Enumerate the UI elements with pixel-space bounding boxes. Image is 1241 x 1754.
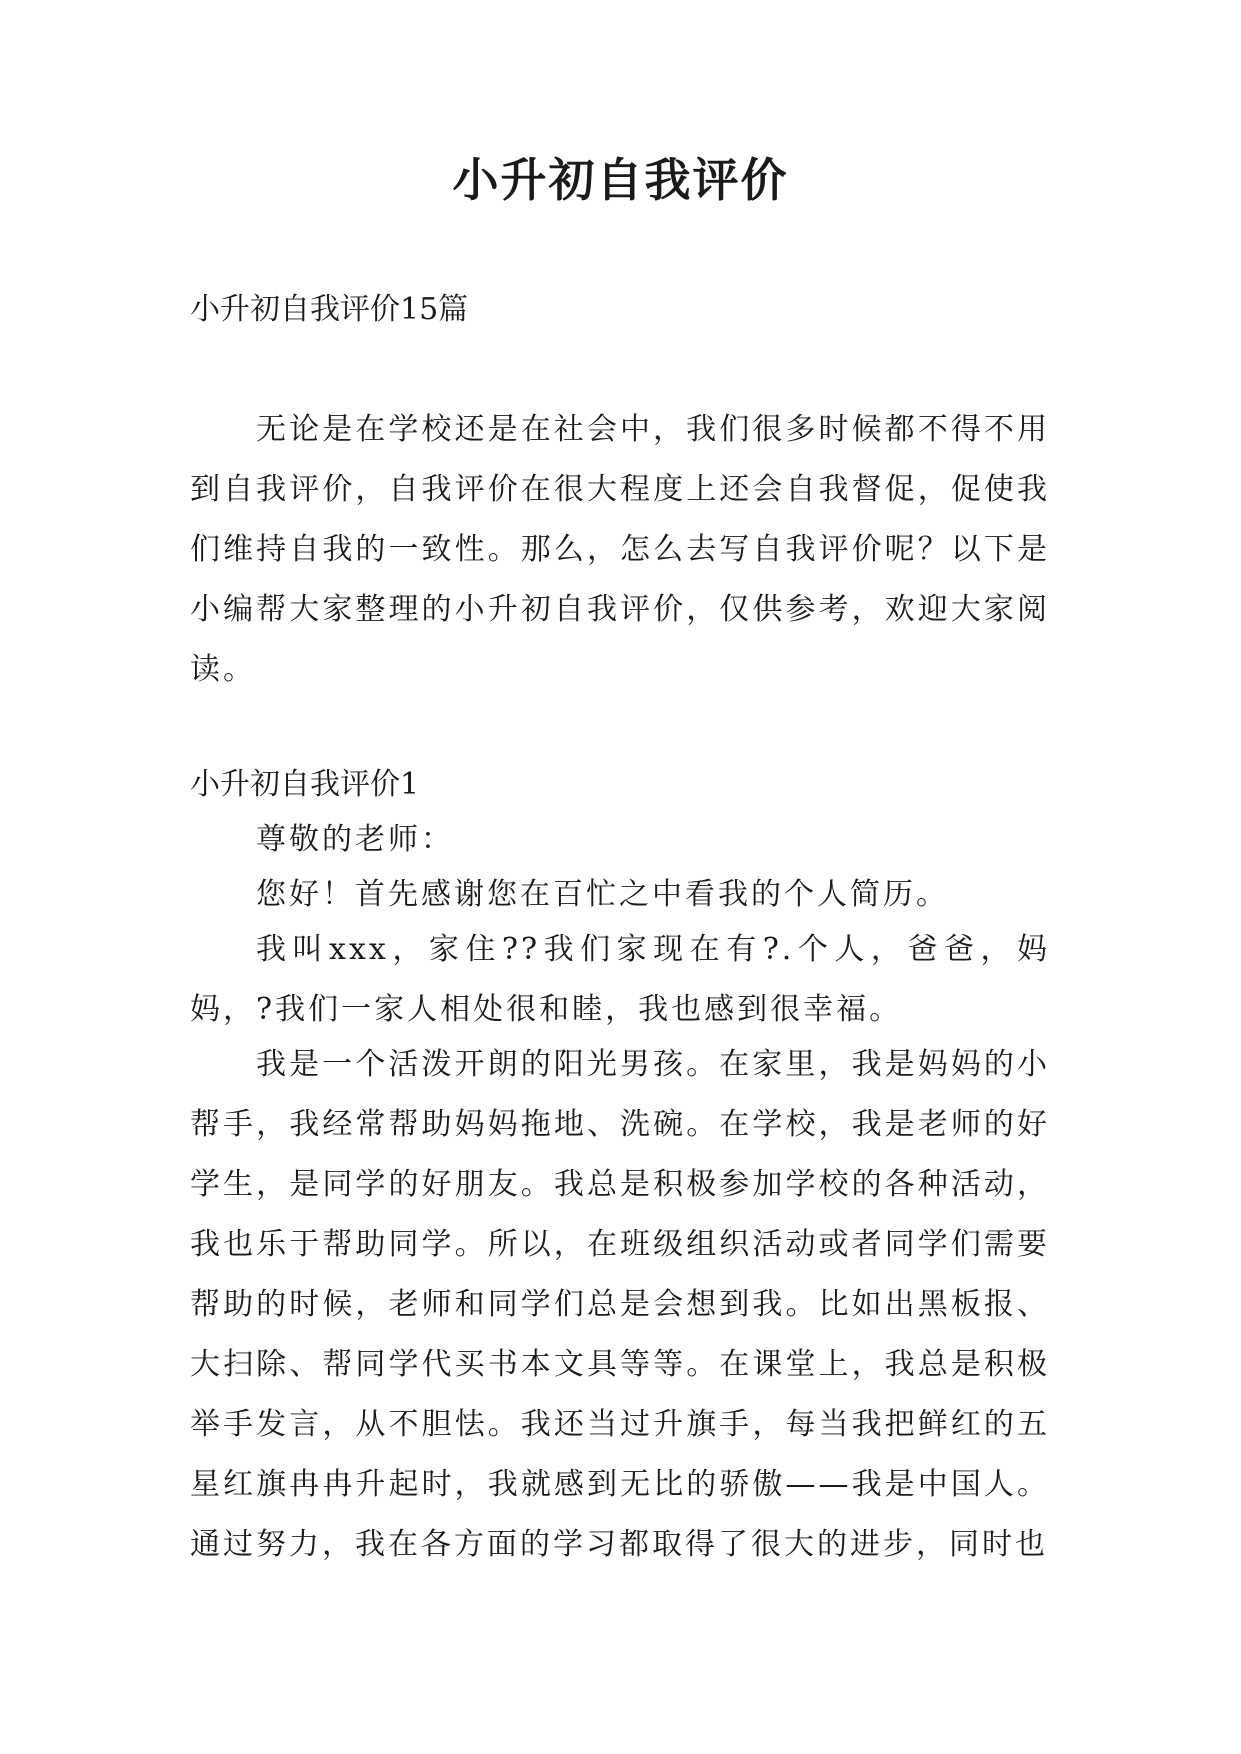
greeting-paragraph: 尊敬的老师： xyxy=(256,822,454,857)
family-paragraph: 我叫xxx，家住??我们家现在有?.个人，爸爸，妈妈，?我们一家人相处很和睦，我也感到很幸福。 xyxy=(190,932,1050,1027)
intro-paragraph: 无论是在学校还是在社会中，我们很多时候都不得不用到自我评价，自我评价在很大程度上还会自我督促，促使我们维持自我的一致性。那么，怎么去写自我评价呢？以下是小编帮大家整理的小升初自我评价，仅供参考，欢迎大家阅读。 xyxy=(190,412,1050,687)
section-heading: 小升初自我评价1 xyxy=(190,767,420,802)
document-title: 小升初自我评价 xyxy=(452,153,789,207)
document-subtitle: 小升初自我评价15篇 xyxy=(190,292,469,327)
main-paragraph: 我是一个活泼开朗的阳光男孩。在家里，我是妈妈的小帮手，我经常帮助妈妈拖地、洗碗。在学校，我是老师的好学生，是同学的好朋友。我总是积极参加学校的各种活动，我也乐于帮助同学。所以，在班级组织活动或者同学们需要帮助的时候，老师和同学们总是会想到我。比如出黑板报、大扫除、帮同学代买书本文具等等。在课堂上，我总是积极举手发言，从不胆怯。我还当过升旗手，每当我把鲜红的五星红旗冉冉升起时，我就感到无比的骄傲——我是中国人。通过努力，我在各方面的学习都取得了很大的进步，同时也 xyxy=(190,1047,1050,1562)
hello-paragraph: 您好！首先感谢您在百忙之中看我的个人简历。 xyxy=(256,877,949,912)
